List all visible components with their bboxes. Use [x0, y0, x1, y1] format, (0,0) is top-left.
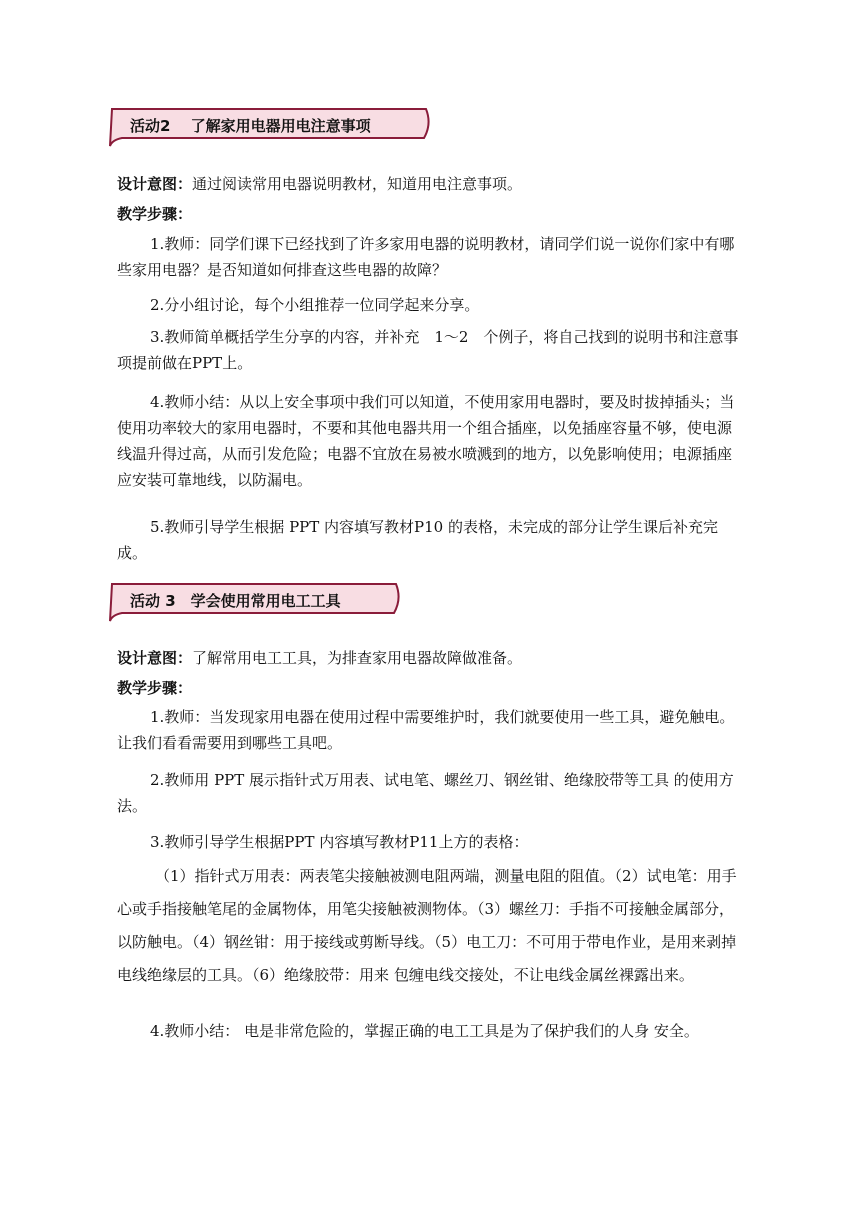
steps-label: 教学步骤：: [117, 679, 193, 697]
design-label: 设计意图：: [117, 175, 193, 193]
activity3-tool-list: （1）指针式万用表：两表笔尖接触被测电阻两端，测量电阻的阻值。（2）试电笔：用手心或手指接触笔尾的金属物体，用笔尖接触被测物体。（3）螺丝刀：手指不可接触金属部分，以防触电。（4）钢丝钳：用于接线或剪断导线。（5）电工刀：不可用于带电作业，是用来剥掉电线绝缘层的工具。（6）绝缘胶带：用来 包缠电线交接处，不让电线金属丝裸露出来。: [117, 867, 737, 984]
activity2-steps-heading: [117, 201, 745, 227]
design-label: 设计意图：: [117, 649, 193, 667]
design-text: 通过阅读常用电器说明教材，知道用电注意事项。: [192, 175, 523, 193]
activity3-design-intent: [117, 645, 745, 671]
design-text: 了解常用电工工具，为排查家用电器故障做准备。: [192, 649, 523, 667]
activity2-step-4: 4.教师小结：从以上安全事项中我们可以知道，不使用家用电器时，要及时拔掉插头；当使用功率较大的家用电器时，不要和其他电器共用一个组合插座，以免插座容量不够，使电源线温升得过高，从而引发危险；电器不宜放在易被水喷溅到的地方，以免影响使用；电源插座应安装可靠地线，以防漏电。: [117, 393, 735, 489]
activity3-banner: [108, 581, 408, 625]
activity2-design-intent: [117, 171, 745, 197]
activity3-step-2: 2.教师用 PPT 展示指针式万用表、试电笔、螺丝刀、钢丝钳、绝缘胶带等工具 的使用方法。: [117, 771, 734, 815]
activity2-step-2: 2.分小组讨论，每个小组推荐一位同学起来分享。: [150, 296, 480, 314]
activity3-step-1: 1.教师：当发现家用电器在使用过程中需要维护时，我们就要使用一些工具，避免触电。让我们看看需要用到哪些工具吧。: [117, 708, 735, 752]
activity2-step-3: 3.教师简单概括学生分享的内容，并补充 1～2 个例子，将自己找到的说明书和注意事项提前做在PPT上。: [117, 328, 739, 372]
activity3-step-3: 3.教师引导学生根据PPT 内容填写教材P11上方的表格：: [150, 833, 529, 851]
activity2-step-1: 1.教师：同学们课下已经找到了许多家用电器的说明教材，请同学们说一说你们家中有哪些家用电器？是否知道如何排查这些电器的故障？: [117, 235, 735, 279]
steps-label: 教学步骤：: [117, 205, 193, 223]
activity3-step-4: 4.教师小结： 电是非常危险的，掌握正确的电工工具是为了保护我们的人身 安全。: [150, 1022, 699, 1040]
activity2-banner: [108, 106, 438, 150]
activity2-step-5: 5.教师引导学生根据 PPT 内容填写教材P10 的表格，未完成的部分让学生课后补充完成。: [117, 518, 718, 562]
activity2-title: 活动2 了解家用电器用电注意事项: [130, 117, 371, 135]
activity3-steps-heading: [117, 675, 745, 701]
activity3-title: 活动 3 学会使用常用电工工具: [130, 592, 341, 610]
